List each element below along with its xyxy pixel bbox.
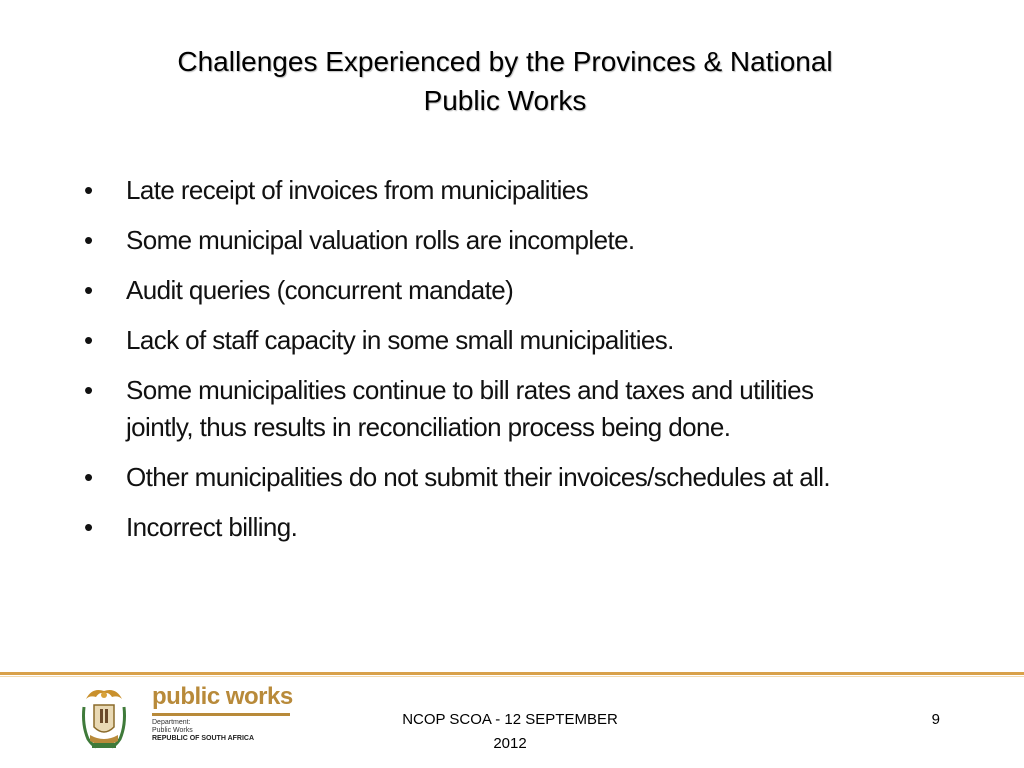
bullet-dot: • bbox=[84, 375, 93, 405]
bullet-item bbox=[84, 322, 964, 359]
logo-dept-line2: Public Works bbox=[152, 727, 193, 734]
footer-divider-shadow bbox=[0, 676, 1024, 677]
department-logo bbox=[74, 683, 294, 755]
bullet-text: Audit queries (concurrent mandate) bbox=[126, 275, 514, 305]
bullet-dot: • bbox=[84, 325, 93, 355]
logo-dept-line1: Department: bbox=[152, 719, 191, 726]
bullet-dot: • bbox=[84, 512, 93, 542]
bullet-dot: • bbox=[84, 175, 93, 205]
page-number: 9 bbox=[931, 711, 940, 728]
footer-event bbox=[360, 708, 660, 756]
bullet-item bbox=[84, 372, 964, 446]
bullet-dot: • bbox=[84, 225, 93, 255]
logo-brand: public works bbox=[152, 683, 293, 710]
slide-title bbox=[90, 42, 920, 120]
slide-title-line1: Challenges Experienced by the Provinces & National bbox=[177, 46, 833, 77]
bullet-dot: • bbox=[84, 462, 93, 492]
coat-of-arms-icon bbox=[78, 685, 130, 751]
bullet-item bbox=[84, 222, 964, 259]
bullet-text: Other municipalities do not submit their invoices/schedules at all. bbox=[126, 462, 831, 492]
bullet-text-line2: jointly, thus results in reconciliation process being done. bbox=[126, 412, 731, 442]
slide-title-line2: Public Works bbox=[423, 85, 587, 116]
logo-dept-line3: REPUBLIC OF SOUTH AFRICA bbox=[152, 735, 255, 742]
logo-text bbox=[152, 683, 302, 743]
bullet-text: Lack of staff capacity in some small municipalities. bbox=[126, 325, 674, 355]
bullet-item bbox=[84, 459, 964, 496]
bullet-text-line1: Some municipalities continue to bill rates and taxes and utilities bbox=[126, 375, 814, 405]
bullet-item bbox=[84, 509, 964, 546]
footer-event-line2: 2012 bbox=[493, 735, 527, 752]
bullet-dot: • bbox=[84, 275, 93, 305]
bullet-text: Incorrect billing. bbox=[126, 512, 298, 542]
footer-divider bbox=[0, 672, 1024, 675]
bullet-text: Some municipal valuation rolls are incomplete. bbox=[126, 225, 635, 255]
bullet-item bbox=[84, 172, 964, 209]
logo-brand-bar bbox=[152, 713, 290, 716]
bullet-list bbox=[84, 172, 964, 559]
bullet-text: Late receipt of invoices from municipalities bbox=[126, 175, 589, 205]
footer-event-line1: NCOP SCOA - 12 SEPTEMBER bbox=[402, 711, 618, 728]
bullet-item bbox=[84, 272, 964, 309]
